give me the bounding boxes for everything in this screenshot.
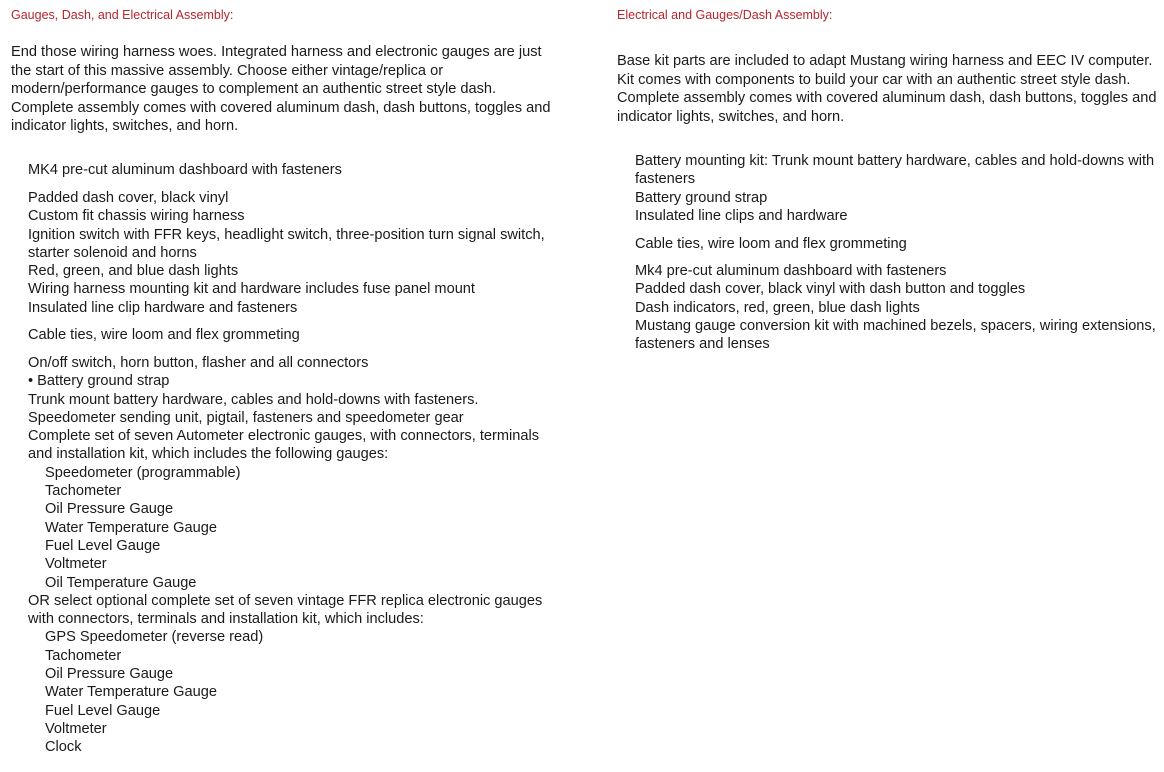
list-item: Battery ground strap [635, 189, 768, 206]
list-item: MK4 pre-cut aluminum dashboard with fasteners [28, 162, 342, 178]
list-item: On/off switch, horn button, flasher and all connectors [28, 355, 369, 371]
list-item: Trunk mount battery hardware, cables and hold-downs with fasteners. [28, 391, 479, 408]
list-item: Mk4 pre-cut aluminum dashboard with fasteners [635, 263, 947, 279]
list-item: Padded dash cover, black vinyl with dash button and toggles [635, 281, 1026, 298]
list-item: Cable ties, wire loom and flex grommeting [28, 327, 300, 343]
list-item: Insulated line clip hardware and fasteners [28, 299, 298, 316]
list-item: Cable ties, wire loom and flex grommeting [635, 236, 907, 252]
left-heading: Gauges, Dash, and Electrical Assembly: [11, 8, 234, 22]
left-list-group-3 [28, 326, 548, 344]
gauge-list-item: Fuel Level Gauge [45, 702, 161, 719]
gauge-list-item: Water Temperature Gauge [45, 684, 217, 701]
right-list-group-1 [635, 152, 1160, 225]
gauge-list-item: Fuel Level Gauge [45, 537, 161, 554]
gauge-list-item: Tachometer [45, 647, 122, 664]
left-list-group-4 [28, 354, 548, 757]
gauge-list-item: Clock [45, 739, 82, 756]
gauge-list-item: Oil Pressure Gauge [45, 501, 174, 518]
list-item: Insulated line clips and hardware [635, 207, 848, 224]
list-item: Battery mounting kit: Trunk mount battery hardware, cables and hold-downs with fasteners [635, 153, 1155, 188]
left-list-group-1 [28, 161, 548, 179]
list-item: Custom fit chassis wiring harness [28, 208, 245, 225]
right-list-group-2 [635, 235, 1160, 253]
gauge-list-item: Voltmeter [45, 720, 107, 737]
list-item: Dash indicators, red, green, blue dash lights [635, 299, 920, 316]
list-item: Speedometer sending unit, pigtail, fasteners and speedometer gear [28, 409, 464, 426]
right-heading: Electrical and Gauges/Dash Assembly: [617, 8, 833, 22]
gauge-list-item: Voltmeter [45, 556, 107, 573]
right-intro: Base kit parts are included to adapt Mustang wiring harness and EEC IV computer. Kit comes with components to build your car with an authentic street style dash. Complete assembly comes with covered aluminum dash, dash buttons, toggles and indicator lights, switches, and horn. [617, 53, 1157, 125]
list-item: Ignition switch with FFR keys, headlight switch, three-position turn signal switch, starter solenoid and horns [28, 226, 545, 261]
list-item: Mustang gauge conversion kit with machined bezels, spacers, wiring extensions, fasteners and lenses [635, 317, 1156, 353]
gauge-list-item: Speedometer (programmable) [45, 464, 241, 481]
gauge-list-item: Water Temperature Gauge [45, 519, 217, 536]
left-intro: End those wiring harness woes. Integrated harness and electronic gauges are just the start of this massive assembly. Choose either vintage/replica or modern/performance gauges to complement an authentic street style dash. Complete assembly comes with covered aluminum dash, dash buttons, toggles and indicator lights, switches, and horn. [11, 44, 551, 135]
left-list-group-2 [28, 189, 548, 317]
gauge-list-item: Tachometer [45, 483, 122, 500]
list-item: Wiring harness mounting kit and hardware includes fuse panel mount [28, 281, 475, 298]
list-item: • Battery ground strap [28, 373, 170, 390]
right-list-group-3 [635, 262, 1160, 353]
gauge-list-item: GPS Speedometer (reverse read) [45, 629, 264, 646]
list-item: Red, green, and blue dash lights [28, 263, 239, 280]
list-item: Complete set of seven Autometer electronic gauges, with connectors, terminals and installation kit, which includes the following gauges: [28, 428, 540, 463]
list-item: Padded dash cover, black vinyl [28, 190, 229, 206]
gauge-list-item: Oil Pressure Gauge [45, 666, 174, 683]
gauge-list-item: Oil Temperature Gauge [45, 574, 197, 591]
list-item: OR select optional complete set of seven vintage FFR replica electronic gauges with connectors, terminals and installation kit, which includes: [28, 592, 543, 628]
